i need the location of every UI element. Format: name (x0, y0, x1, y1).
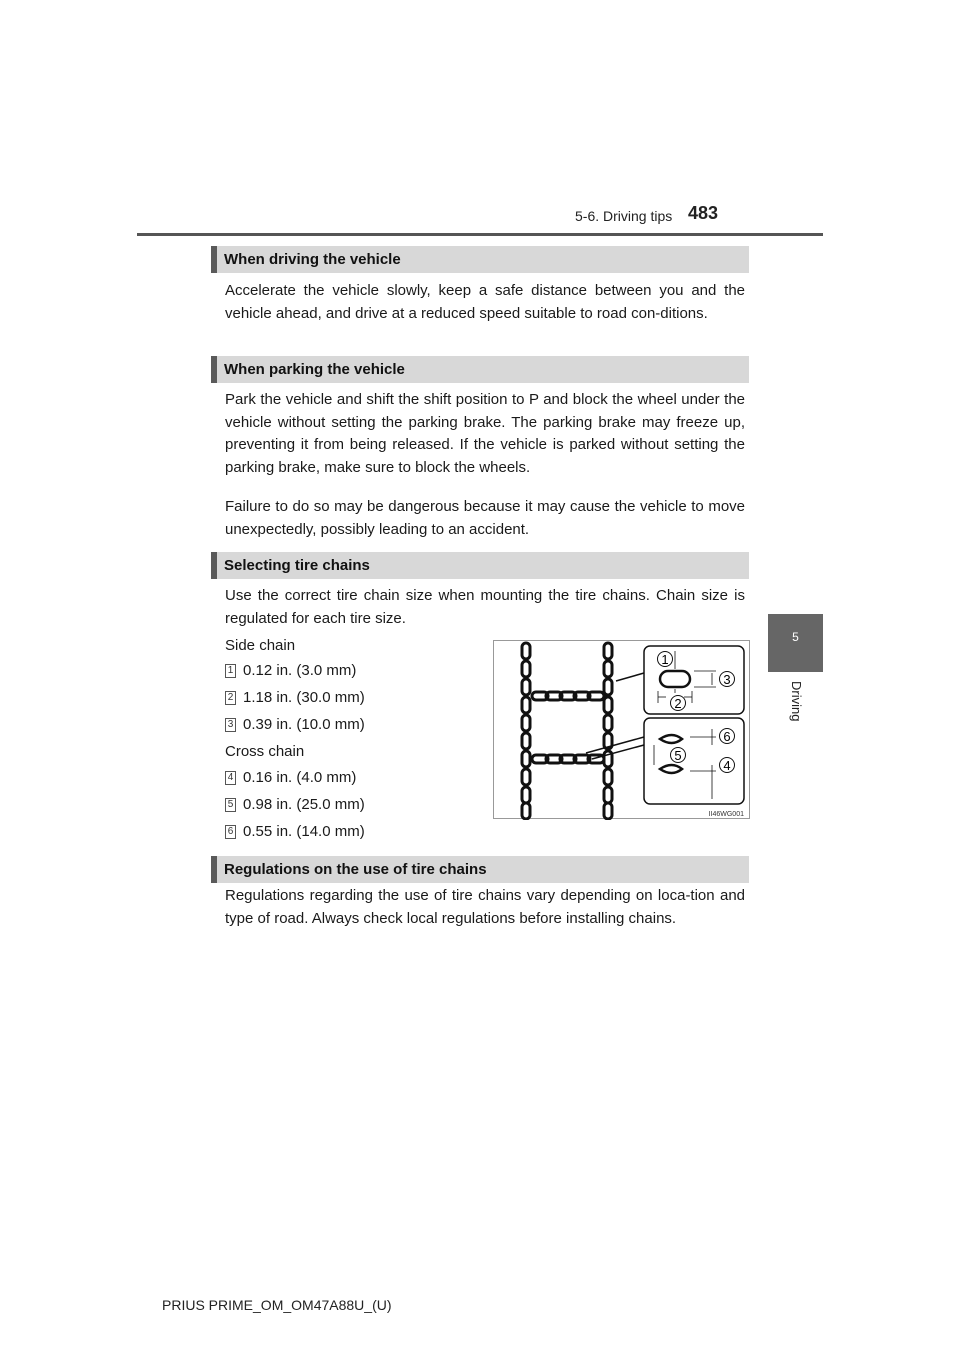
side-chain-left (522, 643, 530, 819)
chain-dimension: 0.98 in. (25.0 mm) (243, 796, 365, 813)
figure-callout: 1 (661, 652, 669, 667)
header-divider (137, 233, 823, 236)
section-heading-driving (211, 246, 749, 273)
figure-callout: 6 (723, 729, 731, 744)
cross-chain-upper (532, 692, 604, 700)
section-body-chains: Use the correct tire chain size when mounting the tire chains. Chain size is regulated for each tire size. (225, 587, 745, 627)
section-heading-text: When parking the vehicle (224, 361, 405, 378)
chapter-tab (768, 614, 823, 672)
document-footer: PRIUS PRIME_OM_OM47A88U_(U) (162, 1297, 392, 1313)
section-body-driving: Accelerate the vehicle slowly, keep a safe distance between you and the vehicle ahead, and drive at a reduced speed suitable to road con-ditions. (225, 282, 745, 322)
chain-dimension: 1.18 in. (30.0 mm) (243, 689, 365, 706)
callout-number: 4 (225, 771, 236, 785)
chain-dimension: 0.55 in. (14.0 mm) (243, 823, 365, 840)
callout-number: 5 (225, 798, 236, 812)
side-chain-label: Side chain (225, 637, 296, 654)
chapter-tab-number: 5 (792, 630, 799, 644)
section-body-parking-warning: Failure to do so may be dangerous because it may cause the vehicle to move unexpectedly, possibly leading to an accident. (225, 498, 745, 538)
page-number: 483 (688, 203, 719, 223)
figure-callout: 5 (674, 748, 682, 763)
callout-number: 6 (225, 825, 236, 839)
figure-callout: 3 (723, 672, 731, 687)
chapter-tab-label: Driving (789, 681, 804, 722)
section-heading-parking (211, 356, 749, 383)
section-heading-text: Selecting tire chains (224, 557, 370, 574)
callout-number: 3 (225, 718, 236, 732)
figure-callout: 4 (723, 758, 731, 773)
chain-dimension: 0.39 in. (10.0 mm) (243, 716, 365, 733)
section-heading-text: Regulations on the use of tire chains (224, 861, 487, 878)
side-chain-right (604, 643, 612, 819)
section-body-parking: Park the vehicle and shift the shift position to P and block the wheel under the vehicle without setting the parking brake. The parking brake may freeze up, preventing it from being released. If the vehicle is parked without setting the parking brake, make sure to block the wheels. (225, 391, 745, 476)
figure-code: II46WG001 (708, 811, 744, 818)
section-body-regulations: Regulations regarding the use of tire chains vary depending on loca-tion and type of road. Always check local regulations before installing chains. (225, 887, 745, 927)
callout-number: 2 (225, 691, 236, 705)
section-heading-chains (211, 552, 749, 579)
running-header-section: 5-6. Driving tips (575, 208, 673, 224)
tire-chain-diagram (494, 641, 751, 820)
chain-dimension: 0.12 in. (3.0 mm) (243, 662, 357, 679)
cross-chain-label: Cross chain (225, 743, 305, 760)
callout-number: 1 (225, 664, 236, 678)
tire-chain-figure (493, 640, 750, 819)
chain-dimension: 0.16 in. (4.0 mm) (243, 769, 357, 786)
figure-callout: 2 (674, 696, 682, 711)
section-heading-text: When driving the vehicle (224, 251, 401, 268)
section-heading-regulations (211, 856, 749, 883)
